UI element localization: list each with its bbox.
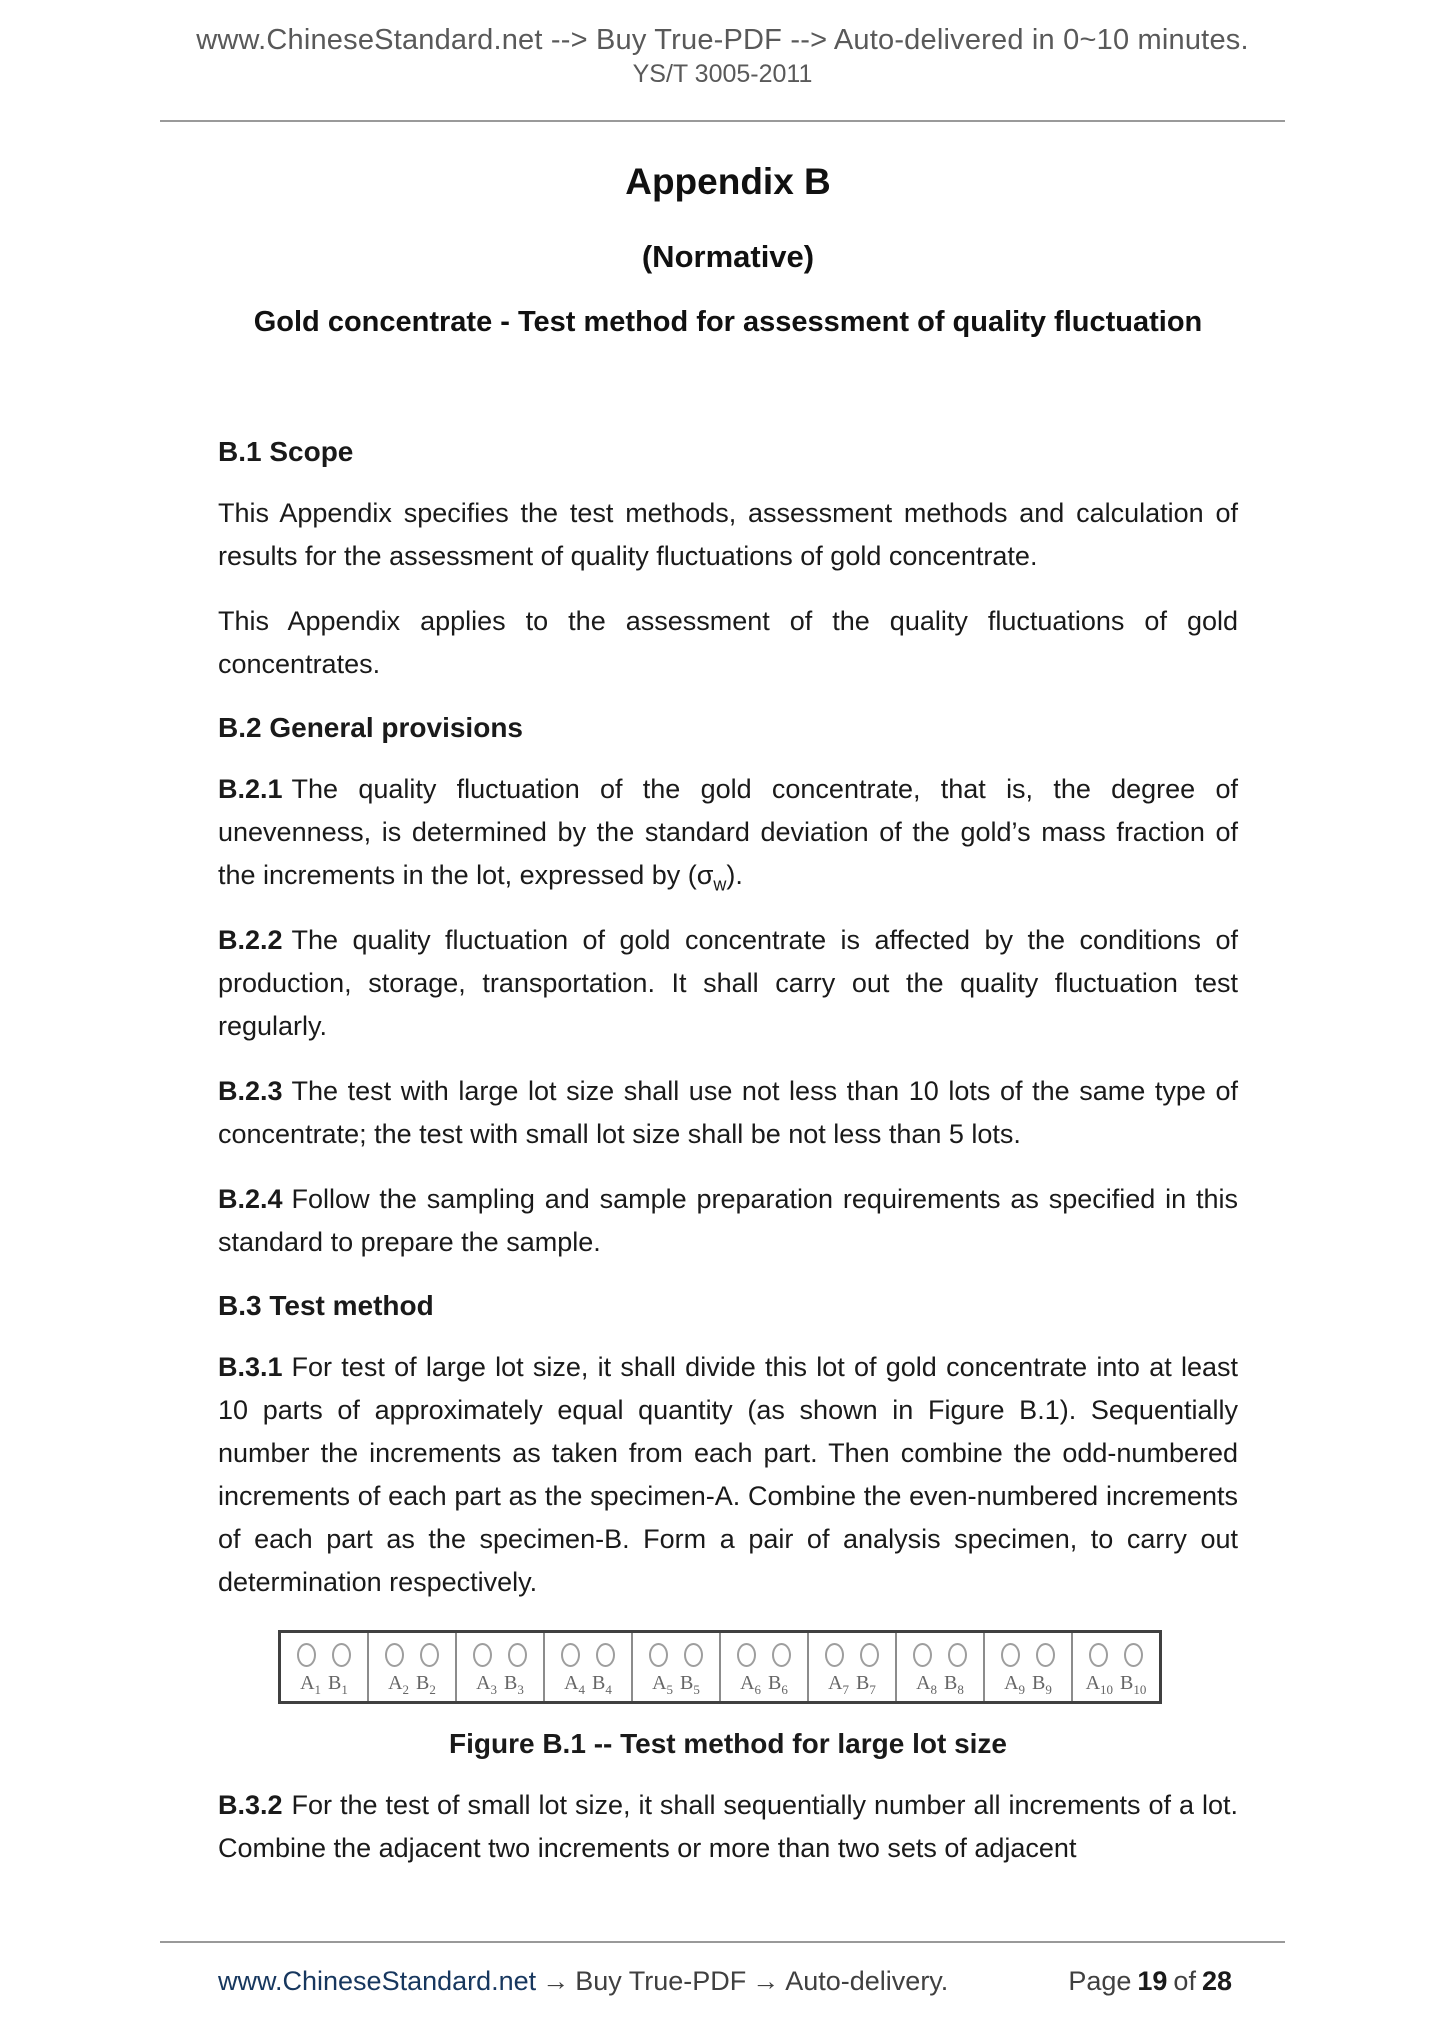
page-number-current: 19 bbox=[1137, 1966, 1168, 1996]
footer-delivery: Auto-delivery. bbox=[785, 1966, 949, 1996]
figure-cell bbox=[983, 1633, 1071, 1701]
specimen-b-index: 4 bbox=[605, 1682, 612, 1697]
increment-circles bbox=[809, 1641, 895, 1669]
specimen-b-letter: B bbox=[504, 1672, 518, 1694]
paragraph-scope-2: This Appendix applies to the assessment of the quality fluctuations of gold concentrates. bbox=[218, 606, 1238, 679]
figure-cell-label bbox=[281, 1671, 367, 1695]
footer-site-link[interactable]: www.ChineseStandard.net bbox=[218, 1966, 537, 1996]
increment-circles bbox=[985, 1641, 1071, 1669]
specimen-a-index: 1 bbox=[314, 1682, 322, 1697]
increment-circle-icon bbox=[860, 1643, 879, 1667]
figure-cell-label bbox=[545, 1671, 631, 1695]
specimen-b-index: 1 bbox=[341, 1682, 348, 1697]
clause-label-b21: B.2.1 bbox=[218, 774, 283, 804]
increment-circle-icon bbox=[332, 1643, 351, 1667]
paragraph-b32 bbox=[218, 1784, 1238, 1870]
specimen-b-index: 6 bbox=[781, 1682, 788, 1697]
figure-cell bbox=[631, 1633, 719, 1701]
specimen-b-index: 9 bbox=[1045, 1682, 1052, 1697]
specimen-a-index: 6 bbox=[754, 1682, 762, 1697]
clause-text-b24: Follow the sampling and sample preparation requirements as specified in this standard to prepare the sample. bbox=[218, 1184, 1238, 1257]
clause-text-b22: The quality fluctuation of gold concentrate is affected by the conditions of production, storage, transportation. It shall carry out the quality fluctuation test regularly. bbox=[218, 925, 1238, 1041]
figure-cell bbox=[1071, 1633, 1159, 1701]
figure-cell bbox=[543, 1633, 631, 1701]
page-number-total: 28 bbox=[1201, 1966, 1232, 1996]
specimen-a-letter: A bbox=[1004, 1672, 1019, 1694]
specimen-b-letter: B bbox=[416, 1672, 430, 1694]
specimen-a-letter: A bbox=[828, 1672, 843, 1694]
increment-circle-icon bbox=[385, 1643, 404, 1667]
increment-circle-icon bbox=[913, 1643, 932, 1667]
specimen-b-letter: B bbox=[328, 1672, 342, 1694]
increment-circles bbox=[721, 1641, 807, 1669]
specimen-b-letter: B bbox=[1032, 1672, 1046, 1694]
specimen-a-letter: A bbox=[740, 1672, 755, 1694]
figure-cell-label bbox=[457, 1671, 543, 1695]
specimen-a-index: 10 bbox=[1100, 1682, 1114, 1697]
paragraph-scope-1: This Appendix specifies the test methods, assessment methods and calculation of results for the assessment of quality fluctuations of gold concentrate. bbox=[218, 498, 1238, 571]
clause-label-b22: B.2.2 bbox=[218, 925, 283, 955]
specimen-a-letter: A bbox=[916, 1672, 931, 1694]
footer-promo bbox=[218, 1966, 948, 1997]
increment-circle-icon bbox=[473, 1643, 492, 1667]
specimen-a-index: 9 bbox=[1018, 1682, 1026, 1697]
increment-circle-icon bbox=[948, 1643, 967, 1667]
increment-circles bbox=[897, 1641, 983, 1669]
increment-circles bbox=[1073, 1641, 1159, 1669]
standard-code: YS/T 3005-2011 bbox=[632, 60, 813, 88]
increment-circle-icon bbox=[825, 1643, 844, 1667]
figure-cell bbox=[719, 1633, 807, 1701]
clause-text-b23: The test with large lot size shall use not less than 10 lots of the same type of concentrate; the test with small lot size shall be not less than 5 lots. bbox=[218, 1076, 1238, 1149]
specimen-b-letter: B bbox=[592, 1672, 606, 1694]
footer-action: Buy True-PDF bbox=[575, 1966, 747, 1996]
increment-circles bbox=[281, 1641, 367, 1669]
increment-circle-icon bbox=[737, 1643, 756, 1667]
specimen-b-letter: B bbox=[944, 1672, 958, 1694]
figure-cell-label bbox=[1073, 1671, 1159, 1695]
clause-text-b21: The quality fluctuation of the gold concentrate, that is, the degree of unevenness, is determined by the standard deviation of the gold’s mass fraction of the increments in the lot, expressed by (σ bbox=[218, 774, 1238, 890]
increment-circle-icon bbox=[1036, 1643, 1055, 1667]
clause-text-b31: For test of large lot size, it shall divide this lot of gold concentrate into at least 10 parts of approximately equal quantity (as shown in Figure B.1). Sequentially number the increments as taken from each part. Then combine the odd-numbered increments of each part as the specimen-A. Combine the even-numbered increments of each part as the specimen-B. Form a pair of analysis specimen, to carry out determination respectively. bbox=[218, 1352, 1238, 1597]
specimen-b-index: 8 bbox=[957, 1682, 964, 1697]
increment-circle-icon bbox=[561, 1643, 580, 1667]
page-word: Page bbox=[1068, 1966, 1132, 1996]
specimen-b-index: 10 bbox=[1133, 1682, 1147, 1697]
title-block bbox=[218, 160, 1238, 340]
figure-cell bbox=[281, 1633, 367, 1701]
figure-cell-label bbox=[369, 1671, 455, 1695]
increment-circles bbox=[633, 1641, 719, 1669]
sigma-subscript: w bbox=[713, 874, 727, 895]
footer-divider bbox=[160, 1941, 1285, 1943]
normative-label: (Normative) bbox=[641, 239, 815, 274]
increment-circle-icon bbox=[1001, 1643, 1020, 1667]
specimen-b-index: 3 bbox=[517, 1682, 524, 1697]
increment-circles bbox=[545, 1641, 631, 1669]
increment-circle-icon bbox=[684, 1643, 703, 1667]
figure-cell-label bbox=[985, 1671, 1071, 1695]
figure-cell-label bbox=[721, 1671, 807, 1695]
specimen-a-letter: A bbox=[476, 1672, 491, 1694]
arrow-right-icon: → bbox=[542, 1966, 570, 1996]
specimen-a-letter: A bbox=[652, 1672, 667, 1694]
specimen-b-letter: B bbox=[768, 1672, 782, 1694]
specimen-b-letter: B bbox=[680, 1672, 694, 1694]
clause-label-b24: B.2.4 bbox=[218, 1184, 283, 1214]
increment-circle-icon bbox=[508, 1643, 527, 1667]
appendix-title: Appendix B bbox=[625, 161, 831, 202]
header-promo-text: www.ChineseStandard.net --> Buy True-PDF --> Auto-delivered in 0~10 minutes. bbox=[196, 24, 1249, 56]
header-divider bbox=[160, 120, 1285, 122]
of-word: of bbox=[1173, 1966, 1196, 1996]
specimen-a-letter: A bbox=[1085, 1672, 1101, 1694]
increment-circle-icon bbox=[1124, 1643, 1143, 1667]
paragraph-b23 bbox=[218, 1070, 1238, 1156]
paragraph-b21 bbox=[218, 768, 1238, 897]
specimen-a-letter: A bbox=[388, 1672, 403, 1694]
specimen-b-index: 2 bbox=[429, 1682, 436, 1697]
specimen-a-index: 2 bbox=[402, 1682, 410, 1697]
paragraph-b31 bbox=[218, 1346, 1238, 1604]
clause-label-b31: B.3.1 bbox=[218, 1352, 283, 1382]
document-subtitle: Gold concentrate - Test method for assessment of quality fluctuation bbox=[253, 306, 1203, 338]
increment-circle-icon bbox=[596, 1643, 615, 1667]
figure-cell bbox=[807, 1633, 895, 1701]
clause-label-b32: B.3.2 bbox=[218, 1790, 283, 1820]
page-indicator bbox=[1068, 1966, 1238, 1997]
clause-text-b32: For the test of small lot size, it shall sequentially number all increments of a lot. Combine the adjacent two increments or more than two sets of adjacent bbox=[218, 1790, 1238, 1863]
specimen-a-index: 4 bbox=[578, 1682, 586, 1697]
heading-b3-test-method: B.3 Test method bbox=[218, 1290, 434, 1321]
increment-circle-icon bbox=[772, 1643, 791, 1667]
specimen-a-index: 5 bbox=[666, 1682, 674, 1697]
figure-b1-diagram bbox=[278, 1630, 1162, 1704]
increment-circle-icon bbox=[1089, 1643, 1108, 1667]
paragraph-b24 bbox=[218, 1178, 1238, 1264]
specimen-b-letter: B bbox=[856, 1672, 870, 1694]
figure-cell-label bbox=[897, 1671, 983, 1695]
increment-circle-icon bbox=[420, 1643, 439, 1667]
specimen-a-letter: A bbox=[564, 1672, 579, 1694]
specimen-b-letter: B bbox=[1120, 1672, 1134, 1694]
heading-b1-scope: B.1 Scope bbox=[218, 436, 354, 467]
figure-cell-label bbox=[809, 1671, 895, 1695]
paragraph-b22 bbox=[218, 919, 1238, 1048]
figure-cell bbox=[455, 1633, 543, 1701]
page-footer bbox=[218, 1966, 1238, 1997]
specimen-b-index: 5 bbox=[693, 1682, 700, 1697]
heading-b2-general-provisions: B.2 General provisions bbox=[218, 712, 523, 743]
specimen-a-index: 8 bbox=[930, 1682, 938, 1697]
increment-circle-icon bbox=[297, 1643, 316, 1667]
page-header bbox=[80, 24, 1365, 89]
increment-circles bbox=[457, 1641, 543, 1669]
figure-b1-caption: Figure B.1 -- Test method for large lot size bbox=[449, 1728, 1007, 1759]
increment-circles bbox=[369, 1641, 455, 1669]
body-column bbox=[218, 434, 1238, 1870]
specimen-a-letter: A bbox=[300, 1672, 315, 1694]
specimen-a-index: 3 bbox=[490, 1682, 498, 1697]
specimen-a-index: 7 bbox=[842, 1682, 850, 1697]
figure-cell bbox=[895, 1633, 983, 1701]
arrow-right-icon: → bbox=[752, 1966, 780, 1996]
increment-circle-icon bbox=[649, 1643, 668, 1667]
clause-label-b23: B.2.3 bbox=[218, 1076, 283, 1106]
specimen-b-index: 7 bbox=[869, 1682, 876, 1697]
figure-cell bbox=[367, 1633, 455, 1701]
clause-text-b21-end: ). bbox=[726, 860, 743, 890]
figure-cell-label bbox=[633, 1671, 719, 1695]
